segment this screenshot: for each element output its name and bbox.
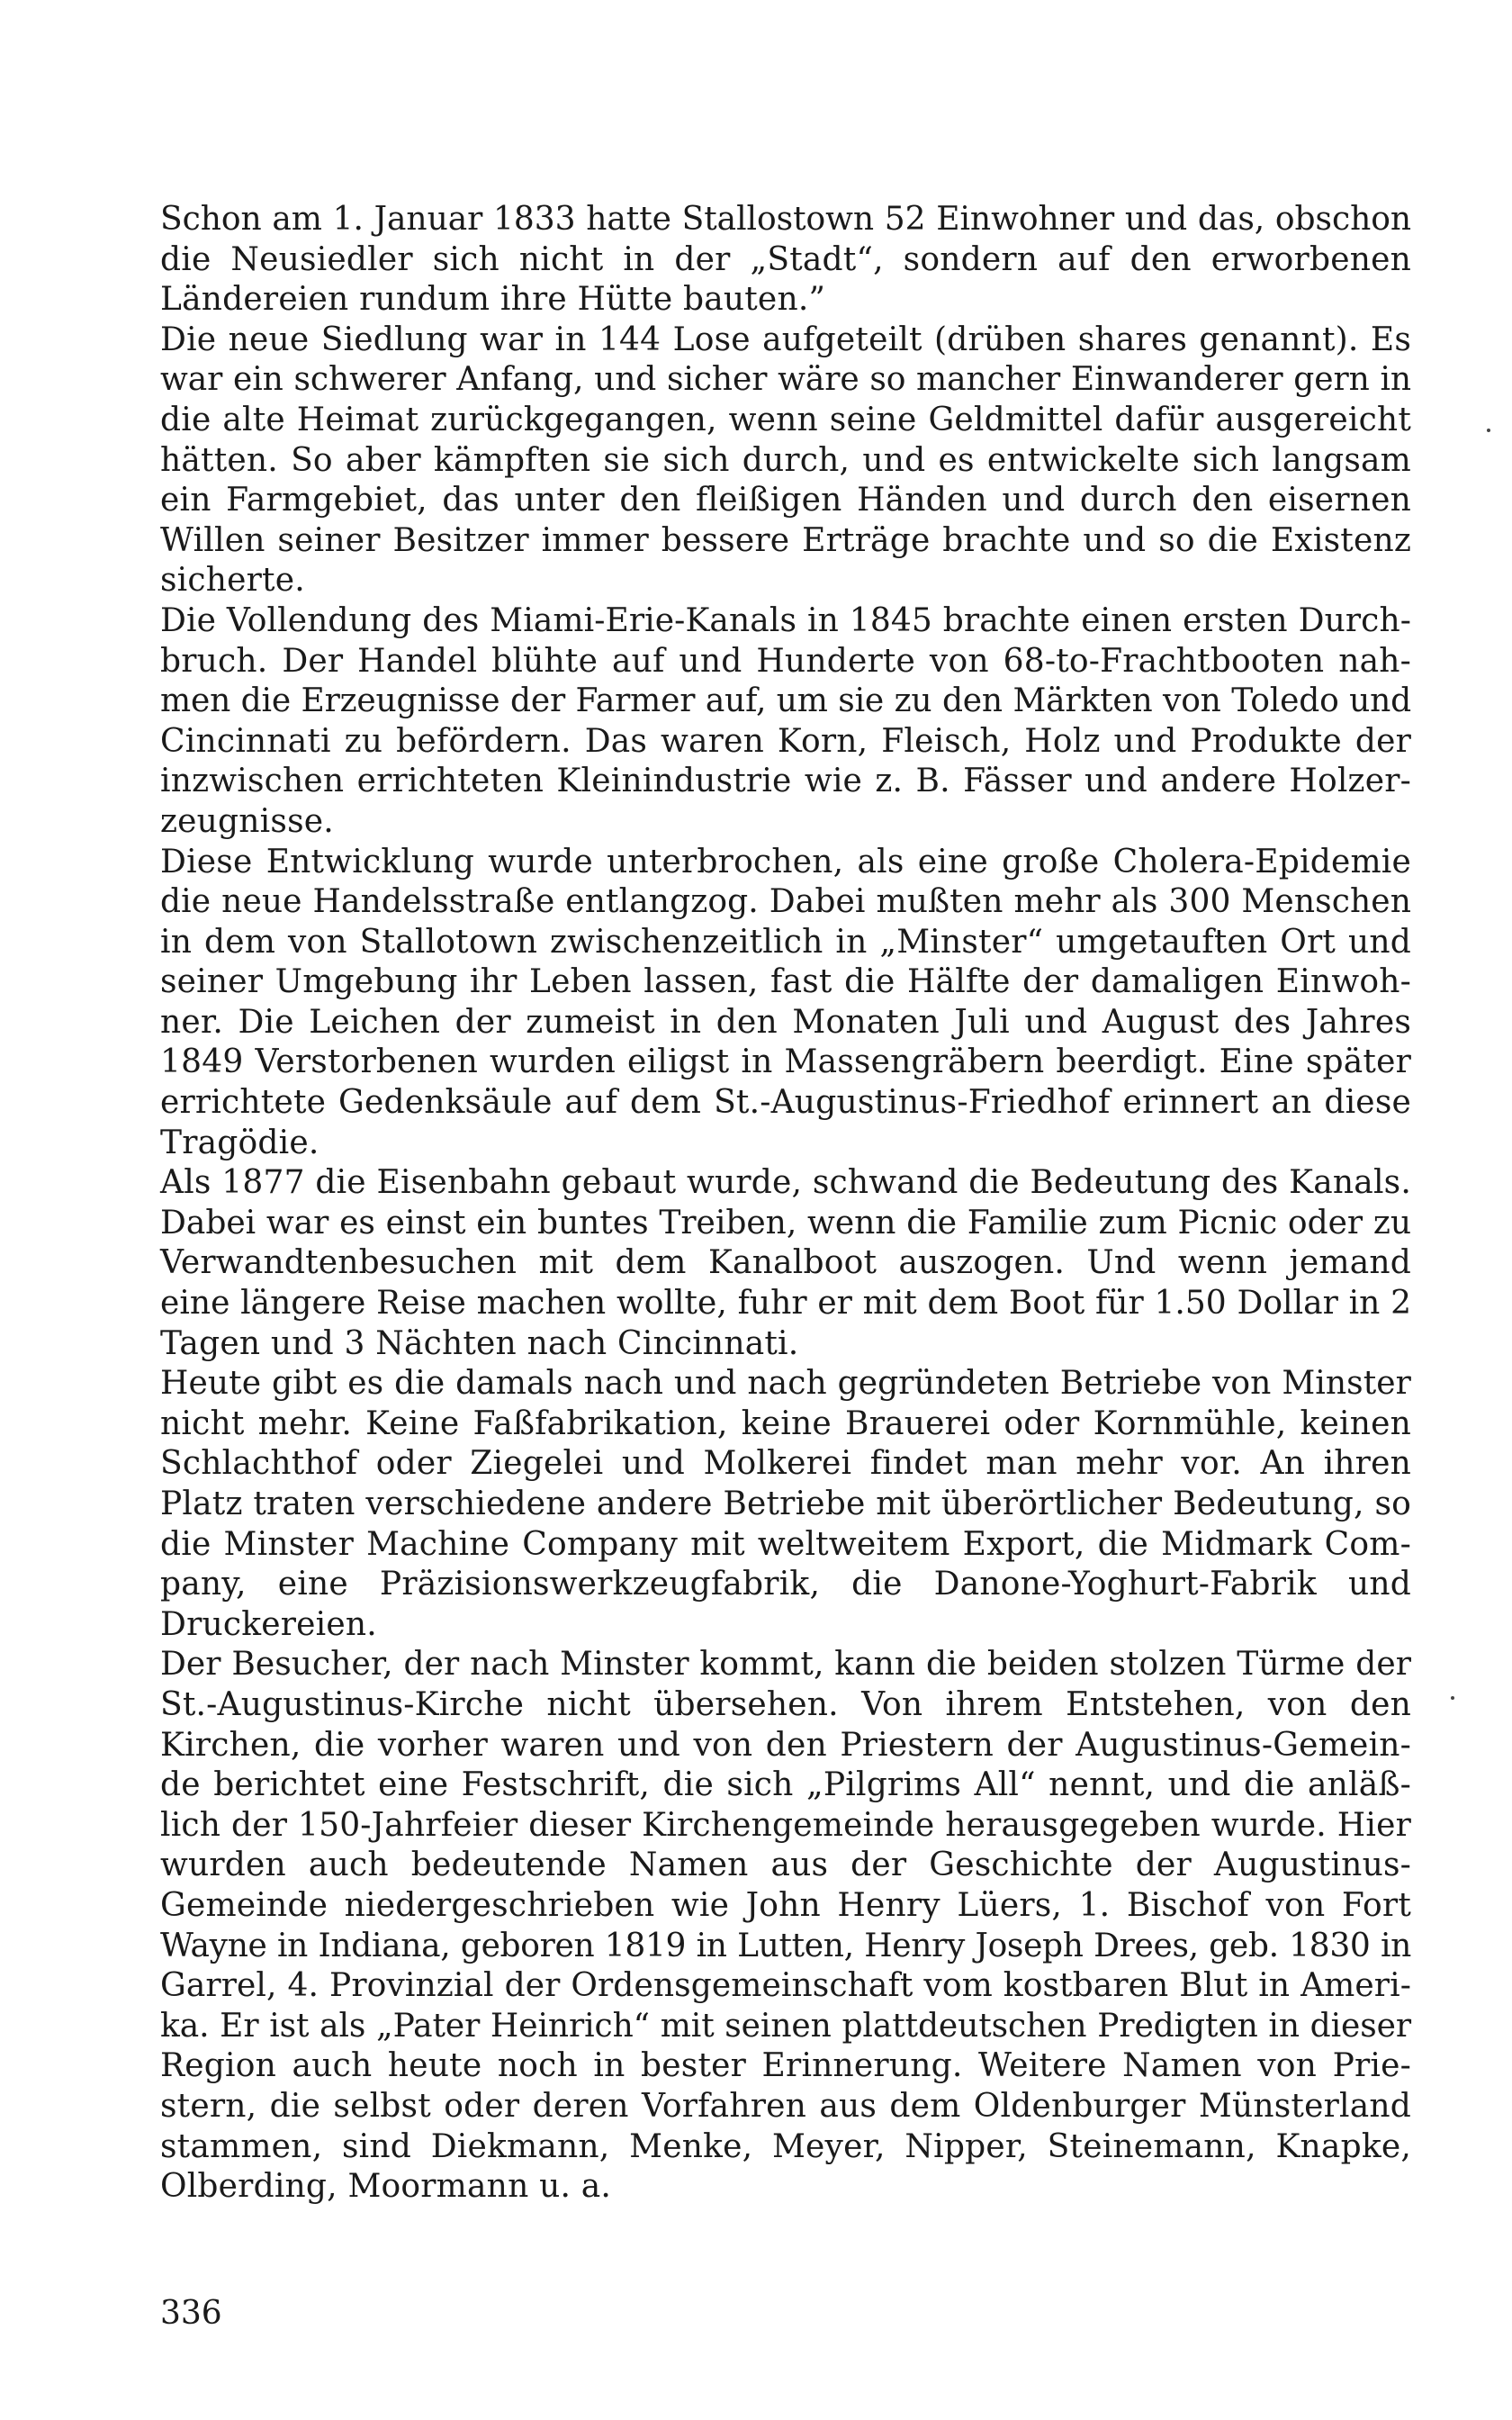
text-line: Verwandtenbesuchen mit dem Kanalboot auszogen. Und wenn jemand [160, 1244, 1411, 1282]
paragraph [160, 1364, 1411, 1645]
text-line: ner. Die Leichen der zumeist in den Monaten Juli und August des Jahres [160, 1003, 1411, 1041]
paragraph [160, 601, 1411, 843]
paragraph [160, 1645, 1411, 2207]
text-line: Die Vollendung des Miami-Erie-Kanals in 1845 brachte einen ersten Durch- [160, 601, 1411, 639]
paragraph [160, 200, 1411, 321]
text-line: men die Erzeugnisse der Farmer auf, um sie zu den Märkten von Toledo und [160, 682, 1411, 720]
text-line: Druckereien. [160, 1605, 377, 1643]
text-line: Schlachthof oder Ziegelei und Molkerei findet man mehr vor. An ihren [160, 1445, 1411, 1483]
text-line: nicht mehr. Keine Faßfabrikation, keine Brauerei oder Kornmühle, keinen [160, 1404, 1411, 1442]
text-line: St.-Augustinus-Kirche nicht übersehen. Von ihrem Entstehen, von den [160, 1685, 1411, 1723]
text-line: die Minster Machine Company mit weltweitem Export, die Midmark Com- [160, 1525, 1411, 1563]
text-line: Willen seiner Besitzer immer bessere Erträge brachte und so die Existenz [160, 521, 1411, 559]
text-line: Gemeinde niedergeschrieben wie John Henry Lüers, 1. Bischof von Fort [160, 1886, 1411, 1924]
text-line: zeugnisse. [160, 802, 334, 840]
text-line: Dabei war es einst ein buntes Treiben, wenn die Familie zum Picnic oder zu [160, 1204, 1411, 1242]
page-number: 336 [160, 2295, 222, 2332]
text-line: ein Farmgebiet, das unter den fleißigen Händen und durch den eisernen [160, 482, 1411, 519]
text-line: Kirchen, die vorher waren und von den Priestern der Augustinus-Gemein- [160, 1726, 1411, 1764]
text-line: Als 1877 die Eisenbahn gebaut wurde, schwand die Bedeutung des Kanals. [160, 1164, 1411, 1202]
text-line: die alte Heimat zurückgegangen, wenn seine Geldmittel dafür ausgereicht [160, 401, 1411, 438]
text-line: eine längere Reise machen wollte, fuhr er mit dem Boot für 1.50 Dollar in 2 [160, 1285, 1411, 1323]
text-line: errichtete Gedenksäule auf dem St.-Augustinus-Friedhof erinnert an diese [160, 1084, 1411, 1122]
text-line: inzwischen errichteten Kleinindustrie wie z. B. Fässer und andere Holzer- [160, 763, 1411, 800]
text-line: Tagen und 3 Nächten nach Cincinnati. [160, 1324, 799, 1362]
margin-mark [1487, 429, 1490, 432]
text-line: Die neue Siedlung war in 144 Lose aufgeteilt (drüben shares genannt). Es [160, 321, 1411, 358]
text-line: sicherte. [160, 562, 305, 600]
text-line: Region auch heute noch in bester Erinnerung. Weitere Namen von Prie- [160, 2047, 1411, 2085]
text-line: Wayne in Indiana, geboren 1819 in Lutten, Henry Joseph Drees, geb. 1830 in [160, 1927, 1411, 1964]
text-line: ka. Er ist als „Pater Heinrich“ mit seinen plattdeutschen Predigten in dieser [160, 2007, 1411, 2045]
text-line: lich der 150-Jahrfeier dieser Kirchengemeinde herausgegeben wurde. Hier [160, 1806, 1411, 1844]
text-line: wurden auch bedeutende Namen aus der Geschichte der Augustinus- [160, 1847, 1411, 1884]
text-line: de berichtet eine Festschrift, die sich „Pilgrims All“ nennt, und die anläß- [160, 1766, 1411, 1804]
text-line: bruch. Der Handel blühte auf und Hunderte von 68-to-Frachtbooten nah- [160, 642, 1411, 680]
text-line: die Neusiedler sich nicht in der „Stadt“, sondern auf den erworbenen [160, 240, 1411, 278]
margin-mark [1451, 1696, 1454, 1700]
text-line: die neue Handelsstraße entlangzog. Dabei mußten mehr als 300 Menschen [160, 883, 1411, 921]
text-line: seiner Umgebung ihr Leben lassen, fast die Hälfte der damaligen Einwoh- [160, 963, 1411, 1001]
text-line: 1849 Verstorbenen wurden eiligst in Massengräbern beerdigt. Eine später [160, 1043, 1411, 1081]
text-line: Garrel, 4. Provinzial der Ordensgemeinschaft vom kostbaren Blut in Ameri- [160, 1967, 1411, 2005]
text-line: stern, die selbst oder deren Vorfahren aus dem Oldenburger Münsterland [160, 2087, 1411, 2125]
text-line: in dem von Stallotown zwischenzeitlich in „Minster“ umgetauften Ort und [160, 923, 1411, 961]
text-line: Heute gibt es die damals nach und nach gegründeten Betriebe von Minster [160, 1365, 1411, 1403]
text-line: hätten. So aber kämpften sie sich durch, und es entwickelte sich langsam [160, 441, 1411, 479]
text-line: Diese Entwicklung wurde unterbrochen, als eine große Cholera-Epidemie [160, 843, 1411, 880]
text-line: Tragödie. [160, 1124, 320, 1161]
text-line: war ein schwerer Anfang, und sicher wäre so mancher Einwanderer gern in [160, 361, 1411, 399]
text-line: Platz traten verschiedene andere Betriebe mit überörtlicher Bedeutung, so [160, 1485, 1411, 1522]
paragraph [160, 843, 1411, 1164]
body-text [160, 200, 1411, 2208]
paragraph [160, 321, 1411, 601]
text-line: Cincinnati zu befördern. Das waren Korn, Fleisch, Holz und Produkte der [160, 722, 1411, 760]
text-line: Der Besucher, der nach Minster kommt, kann die beiden stolzen Türme der [160, 1646, 1411, 1684]
text-line: pany, eine Präzisionswerkzeugfabrik, die Danone-Yoghurt-Fabrik und [160, 1566, 1411, 1603]
text-line: stammen, sind Diekmann, Menke, Meyer, Nipper, Steinemann, Knapke, [160, 2127, 1411, 2165]
text-line: Schon am 1. Januar 1833 hatte Stallostown 52 Einwohner und das, obschon [160, 201, 1411, 238]
text-line: Olberding, Moormann u. a. [160, 2168, 612, 2206]
paragraph [160, 1163, 1411, 1364]
text-line: Ländereien rundum ihre Hütte bauten.” [160, 281, 826, 319]
